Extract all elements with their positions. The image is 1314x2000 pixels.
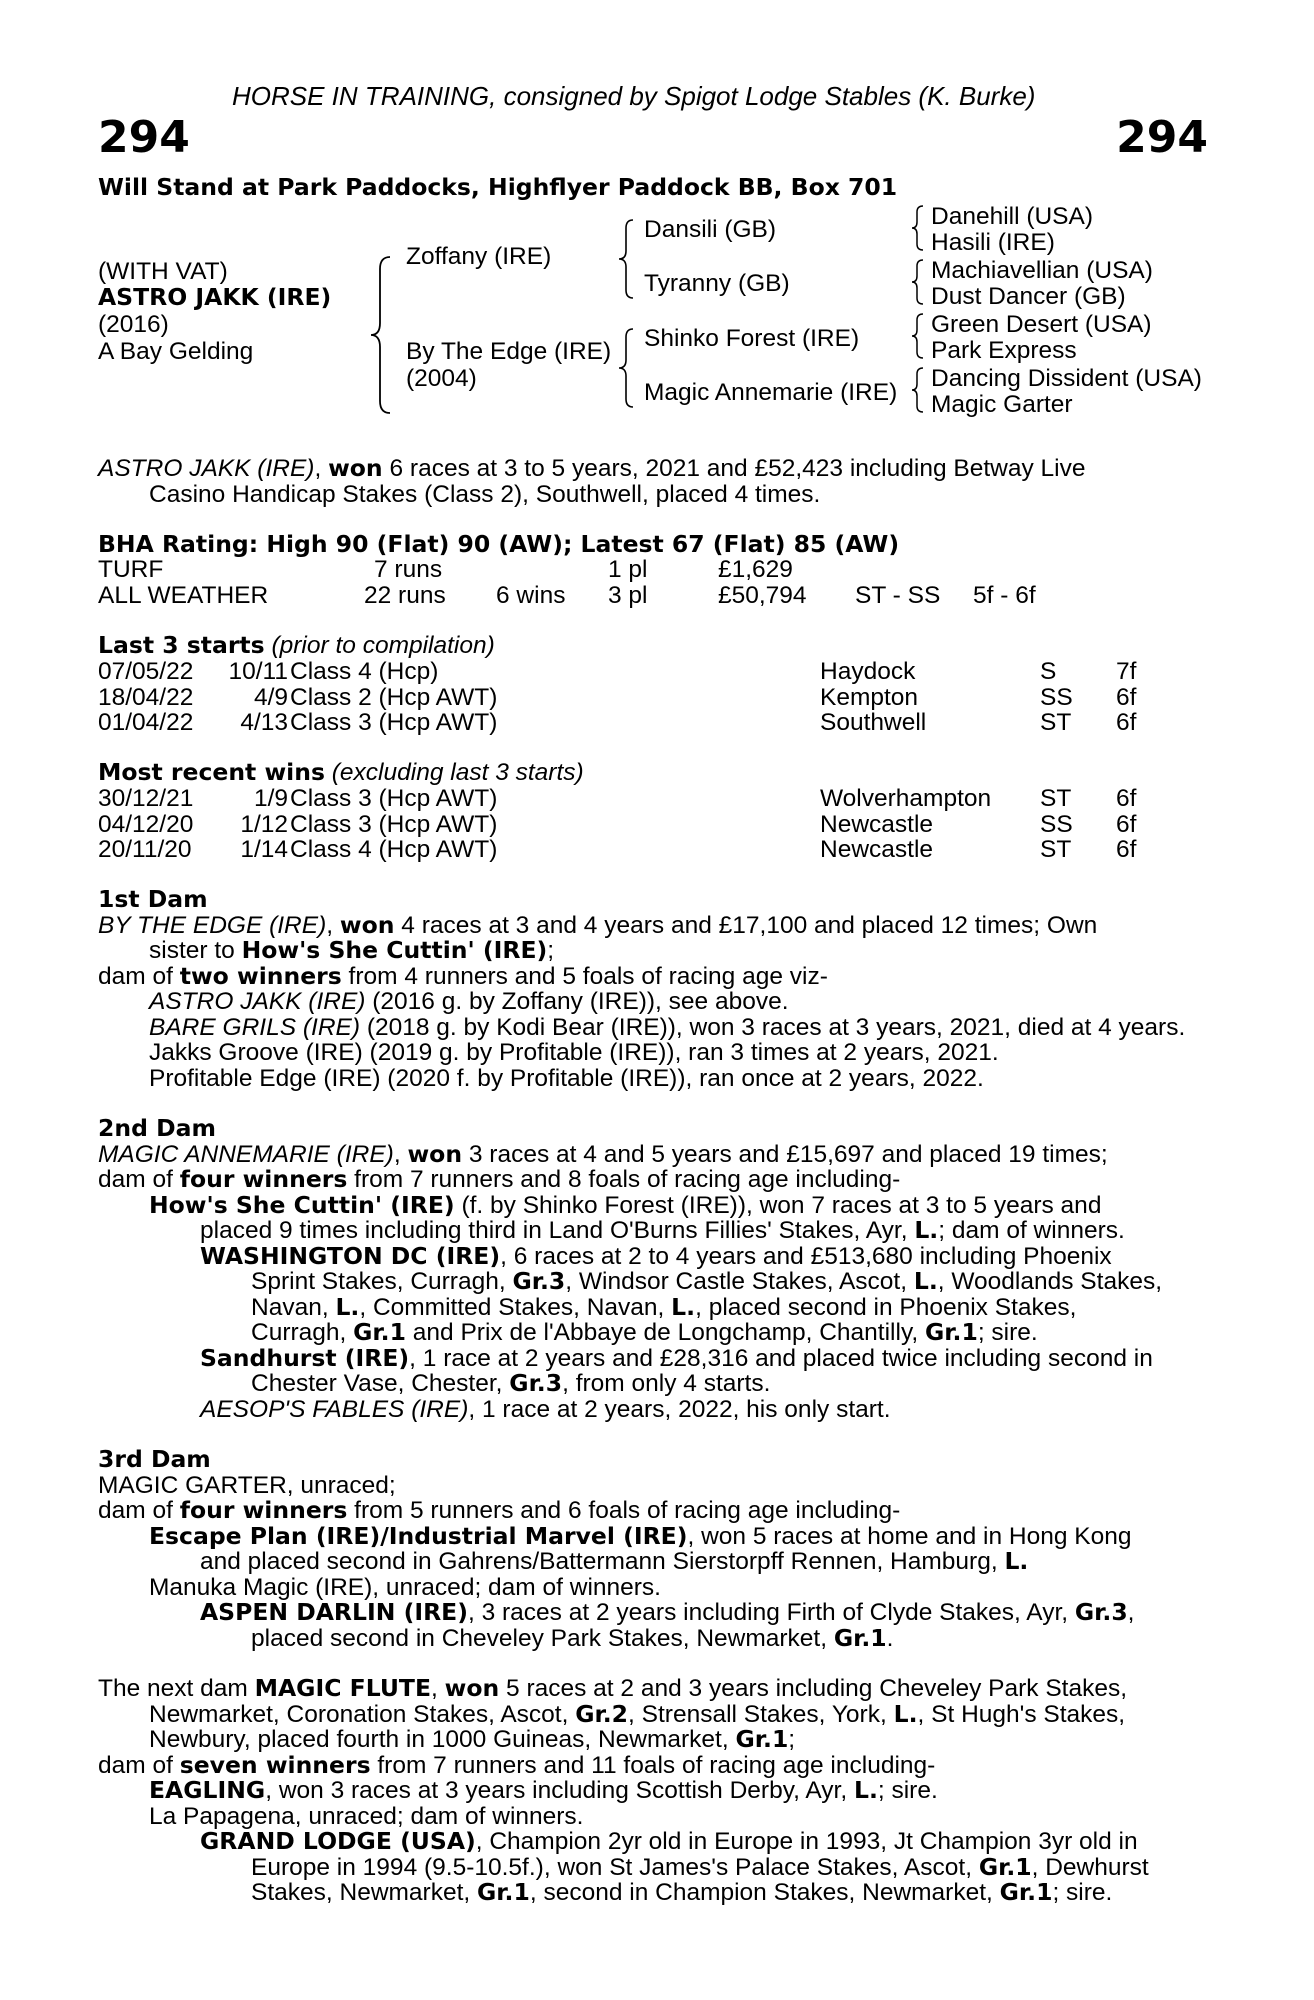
record-table [98,557,1208,609]
win-date: 30/12/21 [98,785,194,812]
table-row [98,786,1208,812]
grade: Gr.1 [833,1623,887,1652]
second-dam-section [98,1116,1208,1422]
produce-text: , 6 races at 2 to 4 years and £513,680 including Phoenix [500,1242,1112,1270]
win-distance: 6f [1116,810,1137,838]
dam1-sep: , [326,911,340,939]
horse-year: (2016) [98,311,169,338]
dam2-sep: , [393,1140,408,1168]
produce-text: and Prix de l'Abbaye de Longchamp, Chantilly, [405,1319,925,1346]
produce-text: , from only 4 starts. [562,1370,771,1397]
start-date: 01/04/22 [98,709,194,736]
produce-text: , won 3 races at 3 years including Scottish Derby, Ayr, [265,1777,854,1804]
win-surface: SS [1040,810,1073,838]
produce-text: , won 5 races at home and in Hong Kong [687,1522,1132,1550]
lot-number-left: 294 [98,112,190,163]
second-dam-heading: 2nd Dam [98,1114,216,1142]
grade: L. [914,1216,939,1244]
produce-text: Chester Vase, Chester, [251,1370,510,1397]
brace-g3-3 [910,312,926,360]
produce-text: , 3 races at 2 years including Firth of Clyde Stakes, Ayr, [467,1599,1075,1626]
dam1-sister: sister to [149,937,242,964]
start-course: Southwell [820,709,927,736]
win-class: Class 4 (Hcp AWT) [290,836,498,863]
dam2-text: 3 races at 4 and 5 years and £15,697 and placed 19 times; [462,1140,1108,1168]
win-class: Class 3 (Hcp AWT) [290,810,498,838]
win-position: 1/12 [240,810,288,838]
produce-text: , 1 race at 2 years, 2022, his only start. [468,1395,891,1423]
nextdam-sep: , [431,1675,445,1702]
last3-title: Last 3 starts [98,631,265,659]
sire-sire: Dansili (GB) [644,216,777,243]
first-dam-heading: 1st Dam [98,885,208,913]
grade: L. [335,1292,360,1321]
aw-runs: 22 runs [364,581,446,609]
produce-name: WASHINGTON DC (IRE) [200,1241,501,1270]
win-surface: ST [1040,836,1072,863]
start-surface: ST [1040,709,1072,736]
produce-text: ; dam of winners. [938,1217,1125,1244]
nextdam-foals: from 7 runners and 11 foals of racing age including- [370,1751,936,1779]
pedigree-dss: Green Desert (USA) [931,311,1152,338]
grade: Gr.3 [509,1369,563,1397]
dam3-foals: from 5 runners and 6 foals of racing age including- [347,1497,901,1524]
dam-dam: Magic Annemarie (IRE) [644,379,898,406]
grade: L. [913,1267,938,1295]
start-position: 4/9 [253,683,288,711]
produce-text: (2016 g. by Zoffany (IRE)), see above. [365,988,789,1015]
nextdam-intro: The next dam [98,1675,255,1702]
win-position: 1/14 [240,836,288,863]
nextdam-text: 5 races at 2 and 3 years including Cheveley Park Stakes, [499,1675,1128,1702]
start-position: 4/13 [240,709,288,736]
produce-text: ; sire. [877,1777,938,1804]
grade: L. [1004,1547,1029,1575]
last3-heading [98,633,495,659]
recent-title: Most recent wins [98,758,325,786]
produce-line: Profitable Edge (IRE) (2020 f. by Profitable (IRE)), ran once at 2 years, 2022. [149,1064,984,1092]
last3-table [98,659,1208,736]
start-surface: S [1040,658,1057,685]
bha-rating: BHA Rating: High 90 (Flat) 90 (AW); Latest 67 (Flat) 85 (AW) [98,530,900,558]
nextdam-damof: dam of [98,1751,180,1779]
produce-text: , 1 race at 2 years and £28,316 and placed twice including second in [409,1344,1153,1372]
sire-dam: Tyranny (GB) [644,270,790,297]
third-dam-heading: 3rd Dam [98,1445,211,1473]
dam2-damof: dam of [98,1166,180,1193]
race-summary: ASTRO JAKK (IRE), won 6 races at 3 to 5 years, 2021 and £52,423 including Betway Live Casino Handicap Stakes (Class 2), Southwell, placed 4 times. [98,456,1208,507]
start-date: 18/04/22 [98,683,194,711]
pedigree-sds: Machiavellian (USA) [931,257,1153,284]
start-distance: 7f [1116,658,1137,685]
produce-name: GRAND LODGE (USA) [200,1827,476,1855]
consignor-line: HORSE IN TRAINING, consigned by Spigot Lodge Stables (K. Burke) [232,81,1036,111]
vat-note: (WITH VAT) [98,258,228,285]
produce-text: Europe in 1994 (9.5-10.5f.), won St James's Palace Stakes, Ascot, [251,1853,979,1881]
pedigree-ddd: Magic Garter [931,391,1073,418]
dam3-name: MAGIC GARTER, unraced; [98,1471,396,1499]
produce-text: ; sire. [977,1319,1038,1346]
start-course: Kempton [820,683,919,711]
table-row [98,837,1208,863]
aw-prize: £50,794 [718,581,807,609]
start-class: Class 4 (Hcp) [290,658,439,685]
grade: Gr.1 [978,1852,1032,1881]
recent-note: (excluding last 3 starts) [324,759,584,786]
third-dam-section [98,1447,1208,1651]
dam2-name: MAGIC ANNEMARIE (IRE) [98,1140,394,1168]
produce-text: , Windsor Castle Stakes, Ascot, [565,1268,914,1295]
produce-text: , Woodlands Stakes, [937,1268,1163,1295]
sire-brace [617,218,637,300]
turf-label: TURF [98,556,164,583]
dam2-winners: four winners [179,1165,348,1193]
sire-name: Zoffany (IRE) [406,243,552,270]
start-course: Haydock [820,658,916,685]
win-distance: 6f [1116,785,1137,812]
win-course: Newcastle [820,810,934,838]
aw-placed: 3 pl [608,581,648,609]
summary-text-1: 6 races at 3 to 5 years, 2021 and £52,423 including Betway Live [382,455,1086,482]
pedigree-sdd: Dust Dancer (GB) [931,283,1126,310]
first-dam-section [98,887,1208,1091]
produce-text: (2018 g. by Kodi Bear (IRE)), won 3 races at 3 years, 2021, died at 4 years. [360,1013,1186,1041]
dam-year: (2004) [406,365,477,392]
grade: Gr.1 [735,1725,789,1753]
grade: Gr.1 [999,1878,1053,1906]
produce-text: , Champion 2yr old in Europe in 1993, Jt Champion 3yr old in [475,1828,1138,1855]
produce-text: (f. by Shinko Forest (IRE)), won 7 races at 3 to 5 years and [454,1191,1102,1219]
brace-g3-4 [910,366,926,414]
produce-name: How's She Cuttin' (IRE) [149,1190,455,1219]
dam1-foals: from 4 runners and 5 foals of racing age viz- [341,962,828,990]
dam2-won: won [407,1139,463,1168]
produce-name: ASPEN DARLIN (IRE) [200,1598,468,1626]
start-distance: 6f [1116,683,1137,711]
summary-name: ASTRO JAKK (IRE) [98,455,315,482]
stand-location: Will Stand at Park Paddocks, Highflyer Paddock BB, Box 701 [98,173,898,201]
grade: L. [853,1776,878,1804]
aw-wins: 6 wins [496,581,566,609]
produce-text: , [1127,1599,1135,1626]
dam-sire: Shinko Forest (IRE) [644,325,860,352]
produce-text: placed 9 times including third in Land O'Burns Fillies' Stakes, Ayr, [200,1217,915,1244]
brace-g3-2 [910,258,926,306]
produce-text: , Dewhurst [1031,1853,1149,1881]
aw-surface: ST - SS [855,581,941,609]
dam1-damof: dam of [98,962,180,990]
produce-line: Jakks Groove (IRE) (2019 g. by Profitable (IRE)), ran 3 times at 2 years, 2021. [149,1039,999,1066]
pedigree-dsd: Park Express [931,337,1077,364]
table-row [98,685,1208,711]
turf-placed: 1 pl [608,556,648,583]
grade: L. [671,1292,696,1321]
produce-text: and placed second in Gahrens/Battermann Sierstorpff Rennen, Hamburg, [200,1548,1005,1575]
win-class: Class 3 (Hcp AWT) [290,785,498,812]
dam1-winners: two winners [179,961,342,990]
nextdam-text: , Strensall Stakes, York, [628,1700,894,1728]
win-surface: ST [1040,785,1072,812]
pedigree-ssd: Hasili (IRE) [931,229,1055,256]
next-dam-section [98,1676,1208,1906]
produce-line: Manuka Magic (IRE), unraced; dam of winners. [149,1573,661,1601]
pedigree-brace [368,255,394,415]
nextdam-text: Newbury, placed fourth in 1000 Guineas, Newmarket, [149,1726,736,1753]
table-row [98,659,1208,685]
aw-row [98,583,1208,609]
grade: Gr.3 [1074,1598,1128,1626]
dam1-name: BY THE EDGE (IRE) [98,911,327,939]
dam-name: By The Edge (IRE) [406,338,612,365]
produce-text: , second in Champion Stakes, Newmarket, [529,1879,1000,1906]
dam1-sister-name: How's She Cuttin' (IRE) [241,936,548,964]
produce-text: Curragh, [251,1319,354,1346]
produce-text: placed second in Cheveley Park Stakes, Newmarket, [251,1624,834,1652]
produce-name: EAGLING [149,1776,266,1804]
turf-runs: 7 runs [374,556,443,583]
produce-text: Stakes, Newmarket, [251,1879,478,1906]
recent-heading [98,760,584,786]
summary-text-2: Casino Handicap Stakes (Class 2), Southwell, placed 4 times. [149,480,821,508]
aw-label: ALL WEATHER [98,581,269,609]
table-row [98,812,1208,838]
produce-line: La Papagena, unraced; dam of winners. [149,1802,584,1830]
pedigree-sss: Danehill (USA) [931,203,1094,230]
produce-text: , placed second in Phoenix Stakes, [695,1293,1077,1321]
win-position: 1/9 [253,785,288,812]
summary-won: won [328,454,383,482]
produce-text: , Committed Stakes, Navan, [359,1293,672,1321]
horse-sex: A Bay Gelding [98,338,254,365]
grade: Gr.3 [512,1267,566,1295]
nextdam-name: MAGIC FLUTE [254,1674,431,1702]
produce-name: AESOP'S FABLES (IRE) [200,1395,469,1423]
dam-brace [617,327,637,409]
produce-text: ; sire. [1052,1879,1113,1906]
produce-text: Sprint Stakes, Curragh, [251,1268,513,1295]
dam1-semicolon: ; [547,937,555,964]
start-surface: SS [1040,683,1073,711]
produce-text: Navan, [251,1293,336,1321]
nextdam-won: won [444,1674,500,1702]
win-course: Wolverhampton [820,785,992,812]
nextdam-text: , St Hugh's Stakes, [917,1700,1126,1728]
grade: Gr.1 [477,1878,530,1906]
aw-distance: 5f - 6f [973,581,1036,609]
horse-name: ASTRO JAKK (IRE) [98,283,332,311]
nextdam-text: Newmarket, Coronation Stakes, Ascot, [149,1700,576,1728]
turf-prize: £1,629 [718,556,793,583]
win-distance: 6f [1116,836,1137,863]
table-row [98,710,1208,736]
grade: Gr.1 [925,1318,978,1346]
win-course: Newcastle [820,836,934,863]
produce-name: BARE GRILS (IRE) [149,1013,361,1041]
win-date: 20/11/20 [98,836,192,863]
lot-number-right: 294 [1116,112,1208,163]
produce-name: ASTRO JAKK (IRE) [149,988,366,1015]
start-position: 10/11 [228,658,288,685]
grade: Gr.1 [353,1318,406,1346]
grade: L. [893,1699,918,1728]
produce-text: . [886,1624,894,1652]
nextdam-winners: seven winners [179,1750,371,1779]
brace-g3-1 [910,204,926,252]
recent-table [98,786,1208,863]
dam3-damof: dam of [98,1497,180,1524]
dam1-won: won [339,910,395,939]
produce-name: Sandhurst (IRE) [200,1343,410,1372]
grade: Gr.2 [575,1699,629,1728]
nextdam-text: ; [788,1726,796,1753]
start-date: 07/05/22 [98,658,194,685]
dam3-winners: four winners [179,1496,348,1524]
start-class: Class 2 (Hcp AWT) [290,683,498,711]
win-date: 04/12/20 [98,810,194,838]
last3-note: (prior to compilation) [264,632,495,659]
produce-name: Escape Plan (IRE)/Industrial Marvel (IRE) [149,1521,688,1550]
dam2-foals: from 7 runners and 8 foals of racing age including- [347,1166,901,1193]
start-class: Class 3 (Hcp AWT) [290,709,498,736]
dam1-text: 4 races at 3 and 4 years and £17,100 and placed 12 times; Own [394,911,1098,939]
start-distance: 6f [1116,709,1137,736]
pedigree-dds: Dancing Dissident (USA) [931,365,1202,392]
turf-row [98,557,1208,583]
